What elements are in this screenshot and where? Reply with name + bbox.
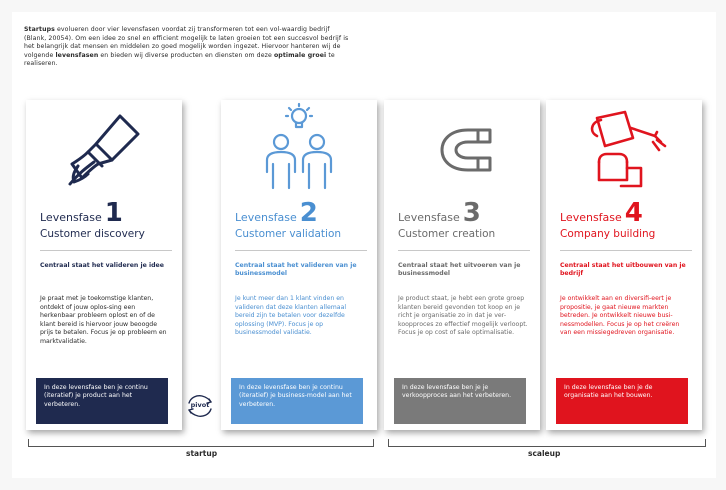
brush-icon xyxy=(26,102,182,198)
phase-name-3: Customer creation xyxy=(398,228,496,240)
phase-name-2: Customer validation xyxy=(235,228,342,240)
phase-name-1: Customer discovery xyxy=(40,228,145,240)
divider xyxy=(560,250,692,251)
divider xyxy=(235,250,367,251)
phase-heading-4: Centraal staat het uitbouwen van je bedrijf xyxy=(560,262,686,278)
intro-paragraph xyxy=(24,26,354,69)
phase-number-3: 3 xyxy=(462,198,481,228)
startup-bracket xyxy=(28,439,374,447)
startup-label: startup xyxy=(186,449,218,458)
phase-number-1: 1 xyxy=(104,198,123,228)
intro-text-1: evolueren door vier levensfasen voordat zij transformeren tot een vol-waardig bedrijf (Blank, 20054). Om een idee zo snel en efficient mogelijk te laten groeien tot een succesvol bedrijf is het belangrijk dat mensen en middelen zo goed mogelijk worden ingezet. Hiervoor hanteren wij de volgende xyxy=(24,26,349,59)
pivot-label: pivot xyxy=(190,401,210,409)
intro-optimale-groei: optimale groei xyxy=(273,51,327,59)
scaleup-bracket xyxy=(388,439,706,447)
divider xyxy=(40,250,172,251)
intro-text-2: en bieden wij diverse producten en diensten om deze xyxy=(98,51,274,59)
phase-card-4 xyxy=(546,100,702,430)
phase-body-2: Je kunt meer dan 1 klant vinden en valideren dat deze klanten allemaal bereid zijn te betalen voor dezelfde oplossing (MVP). Focus je op businessmodel validatie. xyxy=(235,295,347,337)
phase-body-3: Je product staat, je hebt een grote groep klanten bereid gevonden tot koop en je richt je organisatie zo in dat je ver-koopproces zo effectief mogelijk verloopt. Focus je op cost of sale optimalisatie. xyxy=(398,295,528,337)
watering-can-icon xyxy=(546,102,702,198)
pivot-badge xyxy=(185,394,215,418)
magnet-icon xyxy=(384,102,540,198)
phase-heading-1: Centraal staat het valideren je idee xyxy=(40,262,164,269)
scaleup-label: scaleup xyxy=(528,449,561,458)
phase-title-2 xyxy=(235,198,318,228)
phase-number-4: 4 xyxy=(624,198,643,228)
phase-card-1 xyxy=(26,100,182,430)
intro-text-3: te realiseren. xyxy=(24,51,335,68)
phase-title-3 xyxy=(398,198,481,228)
phase-box-4: In deze levensfase ben je de organisatie aan het bouwen. xyxy=(556,378,688,424)
people-idea-icon xyxy=(221,102,377,198)
phase-box-2: In deze levensfase ben je continu (iteratief) je business-model aan het verbeteren. xyxy=(231,378,363,424)
phase-label-4: Levensfase xyxy=(560,211,622,224)
phase-name-4: Company building xyxy=(560,228,656,240)
phase-card-2 xyxy=(221,100,377,430)
phase-heading-2: Centraal staat het valideren van je businessmodel xyxy=(235,262,357,278)
phase-body-4: Je ontwikkelt aan en diversifi-eert je propositie, je gaat nieuwe markten betreden. Je ontwikkelt nieuwe busi-nessmodellen. Focus je op het creëren van een missiegedreven organisatie. xyxy=(560,295,680,337)
phase-card-3 xyxy=(384,100,540,430)
phase-title-4 xyxy=(560,198,643,228)
phase-label-1: Levensfase xyxy=(40,211,102,224)
phase-label-2: Levensfase xyxy=(235,211,297,224)
intro-levensfasen: levensfasen xyxy=(55,51,99,59)
phase-label-3: Levensfase xyxy=(398,211,460,224)
phase-heading-3: Centraal staat het uitvoeren van je businessmodel xyxy=(398,262,521,278)
divider xyxy=(398,250,530,251)
phase-box-1: In deze levensfase ben je continu (iteratief) je product aan het verbeteren. xyxy=(36,378,168,424)
phase-number-2: 2 xyxy=(299,198,318,228)
phase-body-1: Je praat met je toekomstige klanten, ontdekt of jouw oplos-sing een herkenbaar probleem oplost en of de klant bereid is hiervoor jouw beoogde prijs te betalen. Focus je op probleem en marktvalidatie. xyxy=(40,295,167,345)
phase-title-1 xyxy=(40,198,123,228)
phase-box-3: In deze levensfase ben je je verkoopproces aan het verbeteren. xyxy=(394,378,526,424)
intro-startups: Startups xyxy=(24,26,55,33)
